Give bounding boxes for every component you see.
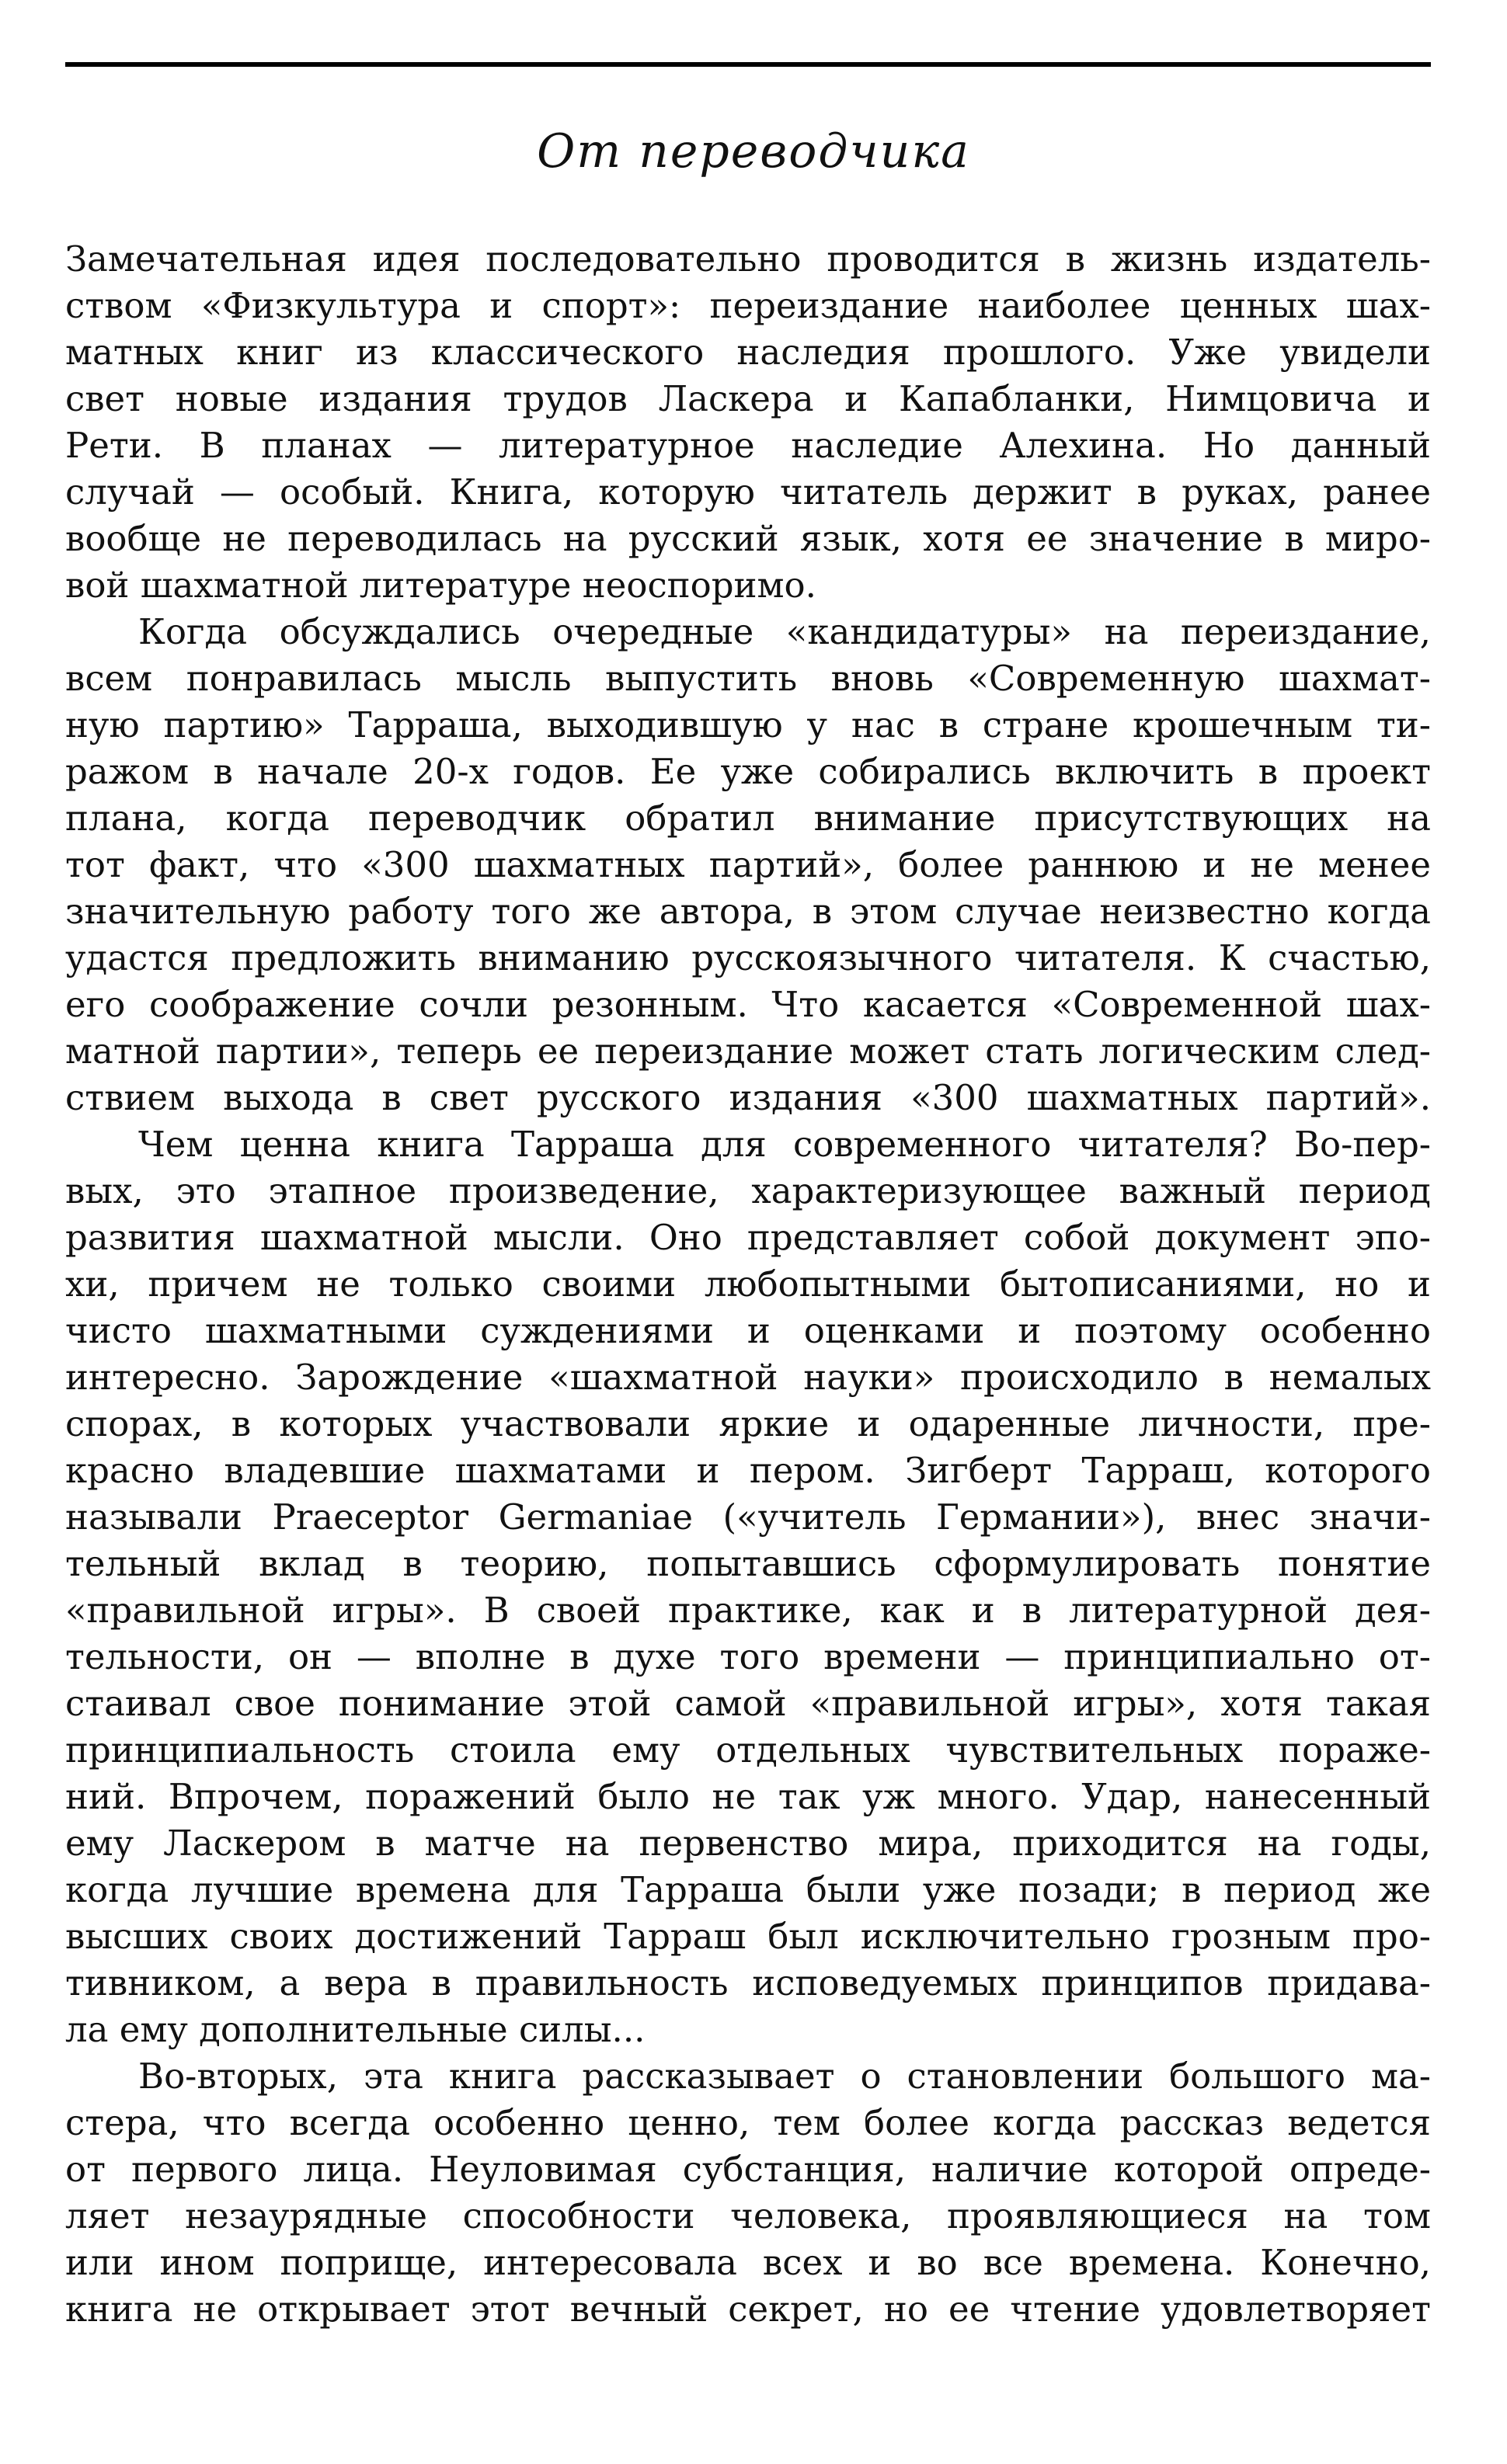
text-line: удастся предложить вниманию русскоязычного читателя. К счастью, [65,937,1431,978]
paragraph-4 [65,2053,1431,2333]
paragraph-3 [65,1121,1431,2053]
text-line: плана, когда переводчик обратил внимание присутствующих на [65,798,1431,839]
text-line: тот факт, что «300 шахматных партий», более раннюю и не менее [65,844,1431,885]
text-line: когда лучшие времена для Тарраша были уже позади; в период же [65,1869,1431,1910]
text-line: всем понравилась мысль выпустить вновь «Современную шахмат- [65,658,1431,699]
text-line: интересно. Зарождение «шахматной науки» происходило в немалых [65,1357,1431,1398]
text-line: ную партию» Тарраша, выходившую у нас в стране крошечным ти- [65,704,1431,745]
text-line: спорах, в которых участвовали яркие и одаренные личности, пре- [65,1403,1431,1444]
text-line: высших своих достижений Тарраш был исключительно грозным про- [65,1916,1431,1957]
text-line: ему Ласкером в матче на первенство мира, приходится на годы, [65,1823,1431,1864]
text-line: стаивал свое понимание этой самой «правильной игры», хотя такая [65,1683,1431,1724]
text-line: развития шахматной мысли. Оно представляет собой документ эпо- [65,1217,1431,1258]
text-line: свет новые издания трудов Ласкера и Капабланки, Нимцовича и [65,378,1431,419]
text-line: или ином поприще, интересовала всех и во все времена. Конечно, [65,2242,1431,2283]
text-line: Чем ценна книга Тарраша для современного читателя? Во-пер- [138,1124,1431,1165]
text-line: Когда обсуждались очередные «кандидатуры» на переиздание, [138,611,1431,652]
text-line: вой шахматной литературе неоспоримо. [65,565,816,606]
text-line: ствием выхода в свет русского издания «300 шахматных партий». [65,1077,1431,1118]
page-title: От переводчика [537,124,970,179]
text-line: красно владевшие шахматами и пером. Зигберт Тарраш, которого [65,1450,1431,1491]
text-line: принципиальность стоила ему отдельных чувствительных пораже- [65,1729,1431,1771]
text-line: тивником, а вера в правильность исповедуемых принципов придава- [65,1962,1431,2004]
text-line: тельный вклад в теорию, попытавшись сформулировать понятие [65,1543,1431,1584]
text-line: чисто шахматными суждениями и оценками и поэтому особенно [65,1310,1431,1351]
text-line: стера, что всегда особенно ценно, тем более когда рассказ ведется [65,2102,1431,2143]
text-line: Рети. В планах — литературное наследие Алехина. Но данный [65,425,1431,466]
text-line: ла ему дополнительные силы... [65,2009,646,2050]
text-line: называли Praeceptor Germaniae («учитель Германии»), внес значи- [65,1496,1431,1538]
text-line: ляет незаурядные способности человека, проявляющиеся на том [65,2195,1431,2236]
text-line: хи, причем не только своими любопытными бытописаниями, но и [65,1263,1431,1305]
text-line: вых, это этапное произведение, характеризующее важный период [65,1170,1431,1211]
text-line: случай — особый. Книга, которую читатель держит в руках, ранее [65,471,1431,513]
text-line: ражом в начале 20-х годов. Ее уже собирались включить в проект [65,751,1431,792]
text-line: вообще не переводилась на русский язык, хотя ее значение в миро- [65,518,1431,559]
text-line: «правильной игры». В своей практике, как и в литературной дея- [65,1590,1431,1631]
paragraph-1 [65,236,1431,609]
text-line: значительную работу того же автора, в этом случае неизвестно когда [65,891,1431,932]
body-text [65,236,1431,2333]
text-line: его соображение сочли резонным. Что касается «Современной шах- [65,984,1431,1025]
text-line: ством «Физкультура и спорт»: переиздание наиболее ценных шах- [65,285,1431,326]
text-line: ний. Впрочем, поражений было не так уж много. Удар, нанесенный [65,1776,1431,1817]
text-line: от первого лица. Неуловимая субстанция, наличие которой опреде- [65,2149,1431,2190]
text-line: матных книг из классического наследия прошлого. Уже увидели [65,332,1431,373]
text-line: матной партии», теперь ее переиздание может стать логическим след- [65,1030,1431,1072]
text-line: тельности, он — вполне в духе того времени — принципиально от- [65,1636,1431,1677]
paragraph-2 [65,609,1431,1121]
text-line: Замечательная идея последовательно проводится в жизнь издатель- [65,238,1431,280]
text-line: Во-вторых, эта книга рассказывает о становлении большого ма- [138,2056,1431,2097]
top-rule [65,62,1431,67]
text-line: книга не открывает этот вечный секрет, но ее чтение удовлетворяет [65,2288,1431,2330]
